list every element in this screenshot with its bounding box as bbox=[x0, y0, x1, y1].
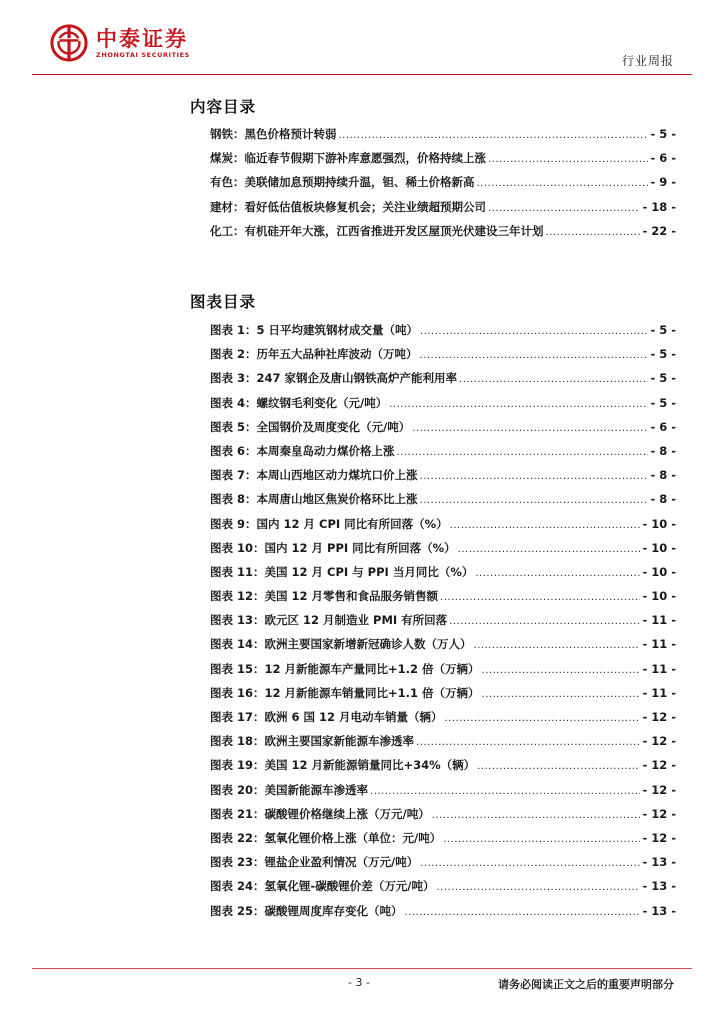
figure-entry-label: 图表 20：美国新能源车渗透率 bbox=[210, 782, 369, 797]
figure-entry-page: - 5 - bbox=[650, 395, 676, 410]
contents-list bbox=[210, 126, 676, 247]
dot-leader bbox=[420, 326, 648, 337]
figure-entry[interactable] bbox=[210, 661, 676, 685]
figure-entry[interactable] bbox=[210, 757, 676, 781]
figure-entry[interactable] bbox=[210, 685, 676, 709]
figure-entry-page: - 6 - bbox=[650, 419, 676, 434]
figure-entry[interactable] bbox=[210, 540, 676, 564]
figure-entry-page: - 11 - bbox=[642, 613, 676, 628]
figure-entry-page: - 5 - bbox=[650, 323, 676, 337]
contents-entry[interactable] bbox=[210, 150, 676, 174]
dot-leader bbox=[339, 130, 649, 141]
dot-leader bbox=[370, 786, 640, 797]
contents-entry[interactable] bbox=[210, 174, 676, 198]
figure-entry[interactable] bbox=[210, 782, 676, 806]
page-number: - 3 - bbox=[348, 976, 370, 989]
figure-entry-label: 图表 9：国内 12 月 CPI 同比有所回落（%） bbox=[210, 516, 448, 531]
dot-leader bbox=[482, 689, 641, 700]
figure-entry[interactable] bbox=[210, 564, 676, 588]
figure-entry[interactable] bbox=[210, 733, 676, 757]
figure-entry-label: 图表 21：碳酸锂价格继续上涨（万元/吨） bbox=[210, 806, 430, 821]
figure-entry-label: 图表 8：本周唐山地区焦炭价格环比上涨 bbox=[210, 492, 418, 507]
dot-leader bbox=[443, 834, 640, 845]
dot-leader bbox=[546, 227, 641, 238]
contents-entry-label: 有色：美联储加息预期持续升温，钽、稀土价格新高 bbox=[210, 175, 475, 190]
figure-entry-page: - 11 - bbox=[642, 661, 676, 676]
figure-entry[interactable] bbox=[210, 516, 676, 540]
dot-leader bbox=[445, 713, 641, 724]
figure-entry[interactable] bbox=[210, 854, 676, 878]
figure-entry-label: 图表 15：12 月新能源车产量同比+1.2 倍（万辆） bbox=[210, 661, 480, 676]
figure-entry-label: 图表 11：美国 12 月 CPI 与 PPI 当月同比（%） bbox=[210, 564, 474, 579]
dot-leader bbox=[436, 882, 640, 893]
contents-entry-page: - 18 - bbox=[642, 199, 676, 214]
figure-entry[interactable] bbox=[210, 419, 676, 443]
contents-entry-label: 煤炭：临近春节假期下游补库意愿强烈，价格持续上涨 bbox=[210, 151, 486, 166]
figure-entry[interactable] bbox=[210, 903, 676, 927]
contents-entry-label: 建材：看好低估值板块修复机会；关注业绩超预期公司 bbox=[210, 199, 486, 214]
figure-entry[interactable] bbox=[210, 806, 676, 830]
figure-entry-page: - 5 - bbox=[650, 371, 676, 386]
dot-leader bbox=[416, 737, 640, 748]
figure-entry[interactable] bbox=[210, 878, 676, 902]
figure-entry-label: 图表 2：历年五大品种社库波动（万吨） bbox=[210, 347, 418, 362]
dot-leader bbox=[458, 544, 641, 555]
figure-entry-page: - 10 - bbox=[642, 516, 676, 531]
figure-entry-label: 图表 16：12 月新能源车销量同比+1.1 倍（万辆） bbox=[210, 685, 480, 700]
page-header bbox=[0, 0, 724, 80]
figure-entry-label: 图表 5：全国钢价及周度变化（元/吨） bbox=[210, 419, 411, 434]
figure-entry[interactable] bbox=[210, 443, 676, 467]
figure-entry-page: - 13 - bbox=[642, 879, 676, 894]
zhongtai-logo-icon bbox=[50, 24, 88, 62]
figure-entry-label: 图表 4：螺纹钢毛利变化（元/吨） bbox=[210, 395, 388, 410]
contents-title: 内容目录 bbox=[190, 98, 257, 116]
dot-leader bbox=[412, 423, 648, 434]
figure-entry-label: 图表 25：碳酸锂周度库存变化（吨） bbox=[210, 903, 403, 918]
dot-leader bbox=[405, 907, 641, 918]
figure-entry[interactable] bbox=[210, 612, 676, 636]
figure-entry-label: 图表 7：本周山西地区动力煤坑口价上涨 bbox=[210, 468, 418, 483]
figure-entry-label: 图表 18：欧洲主要国家新能源车渗透率 bbox=[210, 734, 415, 749]
figure-entry-page: - 10 - bbox=[642, 564, 676, 579]
figure-entry[interactable] bbox=[210, 346, 676, 370]
figure-entry-page: - 11 - bbox=[642, 685, 676, 700]
figure-entry[interactable] bbox=[210, 395, 676, 419]
header-divider bbox=[32, 74, 692, 75]
figure-entry-label: 图表 17：欧洲 6 国 12 月电动车销量（辆） bbox=[210, 710, 443, 724]
figure-entry-label: 图表 13：欧元区 12 月制造业 PMI 有所回落 bbox=[210, 613, 448, 628]
dot-leader bbox=[482, 665, 641, 676]
dot-leader bbox=[397, 447, 649, 458]
figure-entry-label: 图表 1：5 日平均建筑钢材成交量（吨） bbox=[210, 323, 419, 337]
figure-entry-label: 图表 10：国内 12 月 PPI 同比有所回落（%） bbox=[210, 540, 456, 555]
contents-entry[interactable] bbox=[210, 223, 676, 247]
brand-name-en: ZHONGTAI SECURITIES bbox=[96, 50, 190, 59]
contents-entry[interactable] bbox=[210, 199, 676, 223]
dot-leader bbox=[449, 616, 640, 627]
figure-entry-page: - 8 - bbox=[650, 468, 676, 483]
footer-divider bbox=[32, 968, 692, 969]
brand-name-cn: 中泰证券 bbox=[96, 26, 188, 51]
figures-title: 图表目录 bbox=[190, 293, 257, 311]
disclaimer-note: 请务必阅读正文之后的重要声明部分 bbox=[498, 978, 674, 991]
figures-list bbox=[210, 322, 676, 927]
dot-leader bbox=[477, 761, 640, 772]
dot-leader bbox=[420, 471, 649, 482]
figure-entry[interactable] bbox=[210, 467, 676, 491]
dot-leader bbox=[459, 374, 648, 385]
contents-entry-page: - 22 - bbox=[642, 223, 676, 238]
figure-entry-page: - 10 - bbox=[642, 589, 676, 604]
dot-leader bbox=[475, 568, 640, 579]
dot-leader bbox=[420, 350, 649, 361]
dot-leader bbox=[420, 858, 640, 869]
figure-entry-page: - 10 - bbox=[642, 540, 676, 555]
brand-logo bbox=[50, 24, 190, 62]
figure-entry-page: - 8 - bbox=[650, 492, 676, 507]
figure-entry-label: 图表 23：锂盐企业盈利情况（万元/吨） bbox=[210, 855, 419, 870]
figure-entry-label: 图表 22：氢氧化锂价格上涨（单位：元/吨） bbox=[210, 830, 442, 845]
figure-entry-label: 图表 14：欧洲主要国家新增新冠确诊人数（万人） bbox=[210, 637, 472, 652]
dot-leader bbox=[474, 640, 641, 651]
figure-entry[interactable] bbox=[210, 636, 676, 660]
figure-entry-page: - 5 - bbox=[650, 347, 676, 362]
figure-entry[interactable] bbox=[210, 322, 676, 346]
figure-entry-page: - 12 - bbox=[642, 830, 676, 845]
figure-entry-page: - 12 - bbox=[642, 806, 676, 821]
contents-entry-label: 钢铁：黑色价格预计转弱 bbox=[210, 127, 337, 141]
figure-entry[interactable] bbox=[210, 370, 676, 394]
dot-leader bbox=[420, 495, 649, 506]
contents-entry[interactable] bbox=[210, 126, 676, 150]
contents-entry-label: 化工：有机硅开年大涨，江西省推进开发区屋顶光伏建设三年计划 bbox=[210, 223, 544, 238]
figure-entry-label: 图表 19：美国 12 月新能源销量同比+34%（辆） bbox=[210, 758, 476, 773]
dot-leader bbox=[477, 178, 649, 189]
figure-entry-page: - 13 - bbox=[642, 903, 676, 918]
contents-entry-page: - 5 - bbox=[650, 127, 676, 141]
figure-entry-label: 图表 3：247 家钢企及唐山钢铁高炉产能利用率 bbox=[210, 371, 458, 386]
figure-entry-label: 图表 24：氢氧化锂-碳酸锂价差（万元/吨） bbox=[210, 879, 435, 894]
figure-entry-page: - 8 - bbox=[650, 443, 676, 458]
figure-entry[interactable] bbox=[210, 588, 676, 612]
figure-entry[interactable] bbox=[210, 830, 676, 854]
figure-entry[interactable] bbox=[210, 491, 676, 515]
figure-entry-label: 图表 12：美国 12 月零售和食品服务销售额 bbox=[210, 589, 439, 604]
dot-leader bbox=[488, 154, 648, 165]
figure-entry-label: 图表 6：本周秦皇岛动力煤价格上涨 bbox=[210, 443, 395, 458]
dot-leader bbox=[440, 592, 640, 603]
dot-leader bbox=[432, 810, 641, 821]
report-type-label: 行业周报 bbox=[621, 54, 674, 68]
dot-leader bbox=[488, 203, 640, 214]
figure-entry-page: - 13 - bbox=[642, 855, 676, 870]
dot-leader bbox=[450, 520, 641, 531]
figure-entry-page: - 12 - bbox=[642, 734, 676, 749]
figure-entry-page: - 12 - bbox=[642, 782, 676, 797]
contents-entry-page: - 9 - bbox=[650, 175, 676, 190]
dot-leader bbox=[389, 399, 648, 410]
figure-entry-page: - 12 - bbox=[642, 710, 676, 724]
contents-entry-page: - 6 - bbox=[650, 151, 676, 166]
figure-entry[interactable] bbox=[210, 709, 676, 733]
figure-entry-page: - 11 - bbox=[642, 637, 676, 652]
figure-entry-page: - 12 - bbox=[642, 758, 676, 773]
